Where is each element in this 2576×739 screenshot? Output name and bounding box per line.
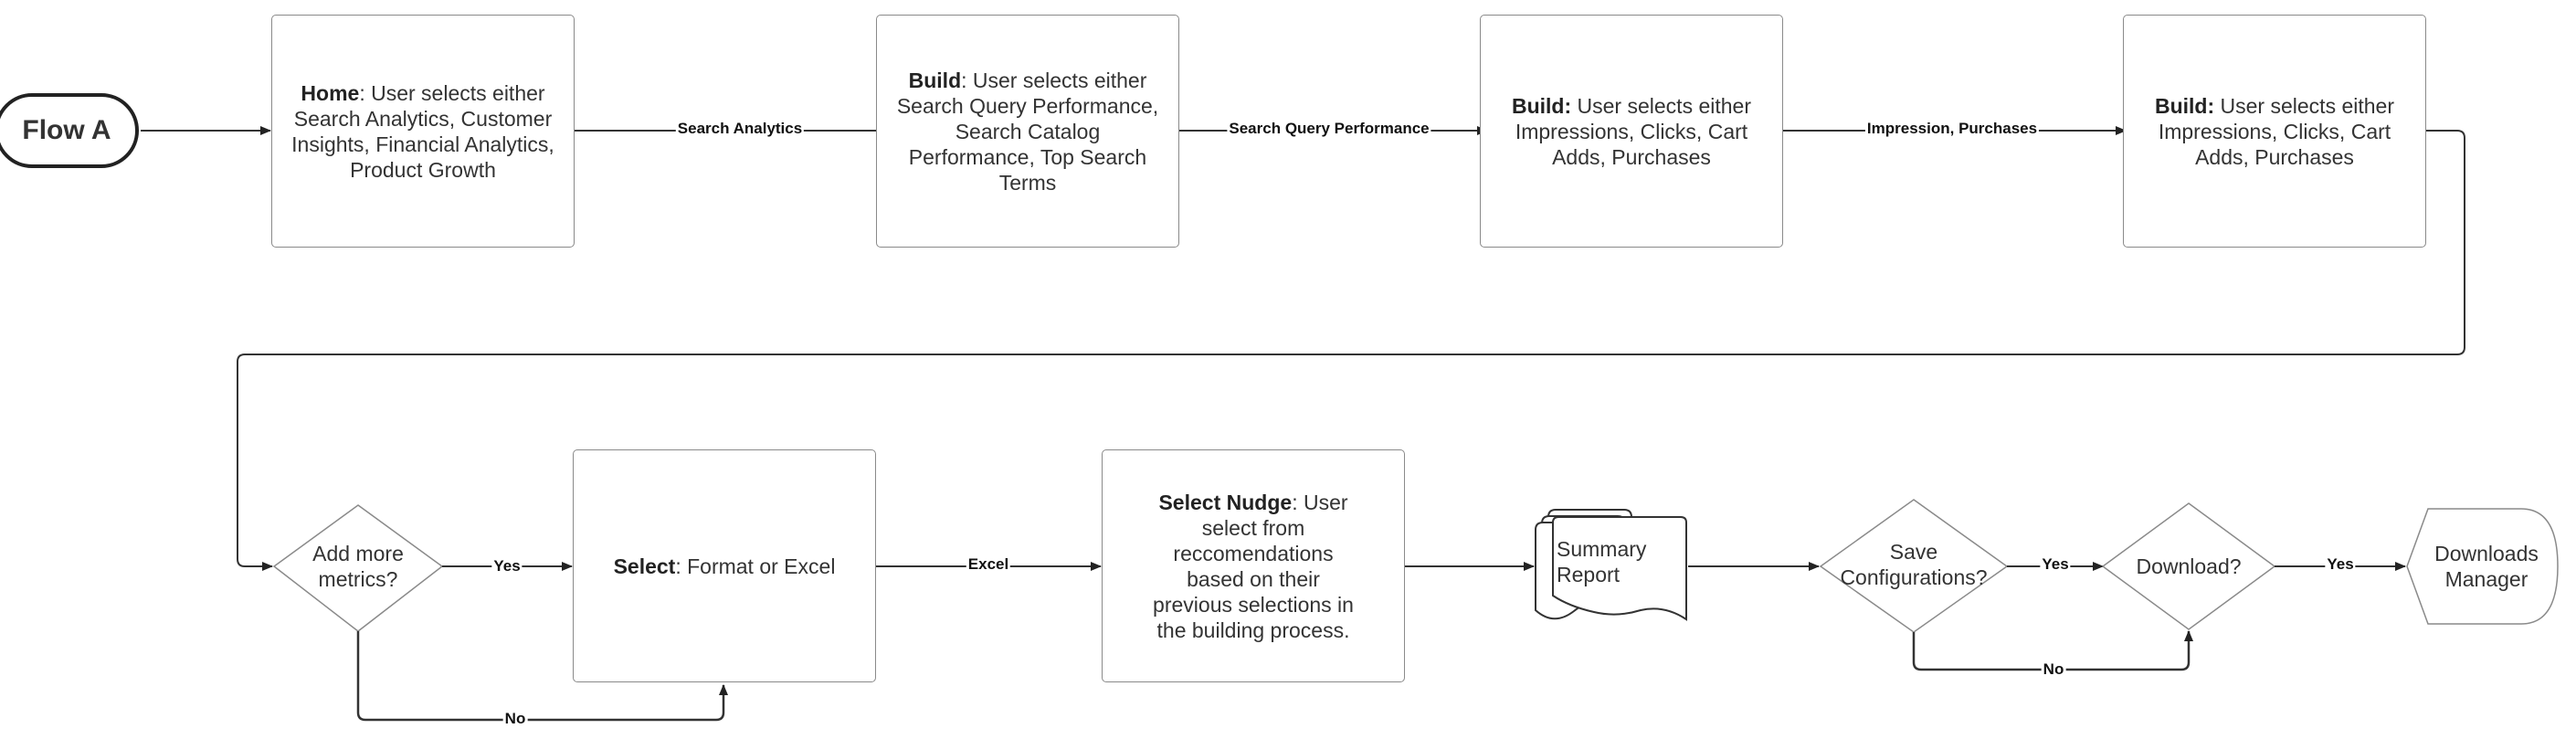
step-home-bold: Home [301,80,360,105]
edge-label-download-yes: Yes [2327,555,2354,573]
edge-label-search-analytics: Search Analytics [677,120,803,137]
step-build-1-box [876,15,1179,248]
step-select-bold: Select [613,554,676,578]
step-home-box [271,15,575,248]
save-config-label: Save Configurations? [1840,540,1988,589]
step-build-3-bold: Build: [2154,93,2215,118]
edge-label-excel: Excel [967,555,1009,573]
edge-label-add-no: No [504,710,526,727]
start-label: Flow A [22,115,111,145]
step-build-1-bold: Build [908,68,962,92]
step-select-nudge-box [1102,449,1405,682]
step-build-2-bold: Build: [1511,93,1572,118]
step-select-nudge-bold: Select Nudge [1158,490,1293,514]
downloads-manager-label: Downloads Manager [2434,542,2539,591]
step-build-1-text: : User selects either Search Query Performance, Search Catalog Performance, Top Search Terms [896,68,1159,195]
edge-label-impression-purchases: Impression, Purchases [1866,120,2038,137]
step-build-3-text: User selects either Impressions, Clicks, Cart Adds, Purchases [2158,93,2394,169]
step-select-nudge-text: : User select from reccomendations based on their previous selections in the building process. [1153,490,1354,642]
download-label: Download? [2136,554,2242,578]
edge-label-search-query-performance: Search Query Performance [1229,120,1430,137]
step-select-box [573,449,876,682]
step-build-3-box [2123,15,2426,248]
edge-label-save-yes: Yes [2042,555,2069,573]
step-build-2-box [1480,15,1783,248]
step-build-2-text: User selects either Impressions, Clicks, Cart Adds, Purchases [1515,93,1751,169]
summary-report-label: Summary Report [1557,537,1647,586]
edge-label-add-yes: Yes [493,557,521,575]
add-metrics-label: Add more metrics? [312,542,404,591]
step-select-text: : Format or Excel [675,554,836,578]
start-terminator-flow-a [0,93,139,168]
step-home-text: : User selects either Search Analytics, Customer Insights, Financial Analytics, Product Growth [291,80,554,182]
edge-label-save-no: No [2043,660,2064,678]
